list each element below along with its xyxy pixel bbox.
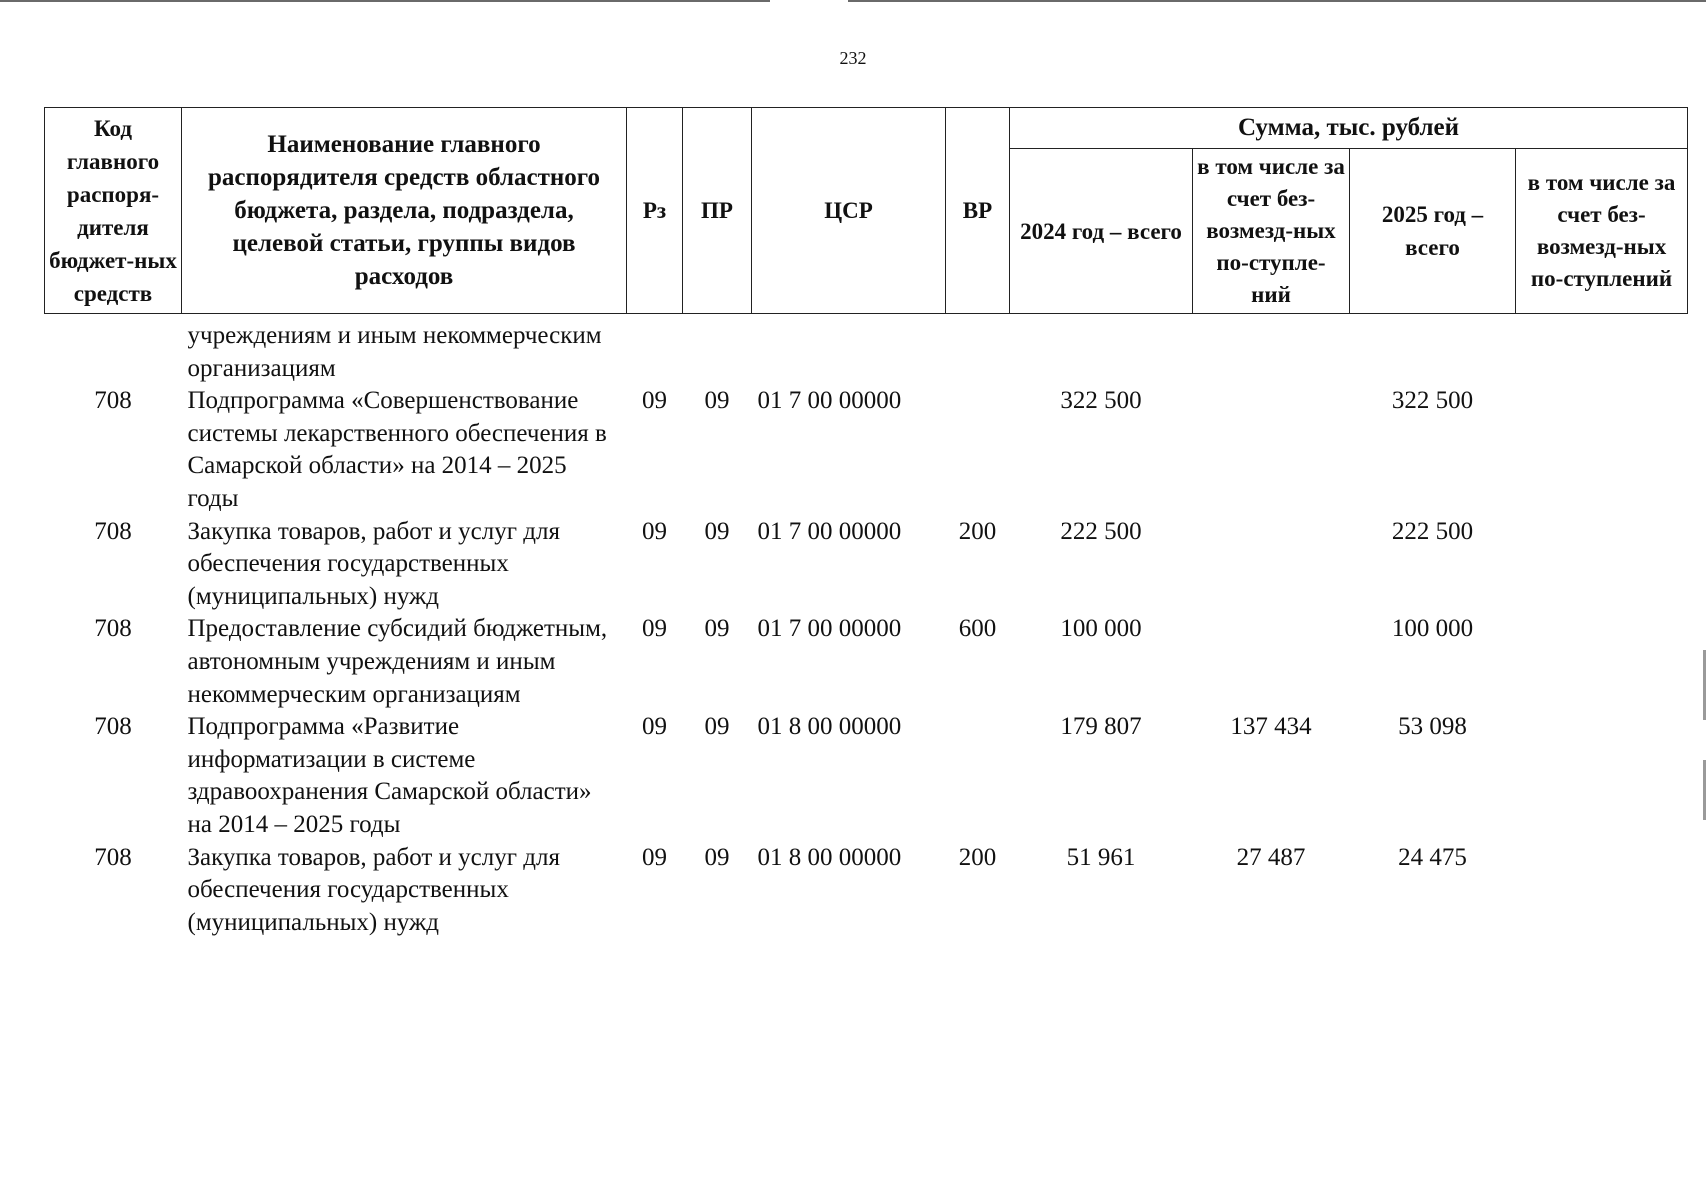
table-row	[45, 385, 1688, 515]
cell-csr: 01 7 00 00000	[757, 615, 902, 643]
cell-2025-total: 322 500	[1391, 387, 1474, 415]
cell-2025-free	[1516, 314, 1688, 386]
cell-vr: 200	[958, 517, 997, 545]
top-scan-rule-right	[848, 0, 1706, 2]
cell-2024-free: 137 434	[1230, 713, 1312, 741]
cell-csr: 01 8 00 00000	[757, 843, 902, 871]
table-row	[45, 314, 1688, 386]
cell-code: 708	[94, 387, 132, 415]
header-rz: Рз	[627, 108, 683, 314]
cell-code: 708	[94, 713, 132, 741]
cell-code: 708	[94, 615, 132, 643]
cell-2024-free	[1193, 613, 1350, 711]
cell-rz: 09	[642, 387, 667, 415]
cell-2025-total: 222 500	[1391, 517, 1474, 545]
cell-rz: 09	[642, 713, 667, 741]
cell-2025-free	[1516, 842, 1688, 940]
cell-vr	[946, 314, 1010, 386]
cell-2025-total	[1350, 314, 1516, 386]
cell-name: Подпрограмма «Совершенствование системы лекарственного обеспечения в Самарской области» на 2014 – 2025 годы	[187, 387, 607, 512]
header-sum-group: Сумма, тыс. рублей	[1010, 108, 1688, 149]
cell-2025-free	[1516, 711, 1688, 841]
cell-code: 708	[94, 843, 132, 871]
header-2025-total: 2025 год – всего	[1350, 149, 1516, 314]
cell-2025-total: 100 000	[1391, 615, 1474, 643]
cell-2025-total: 53 098	[1398, 713, 1467, 741]
cell-2024-total: 179 807	[1060, 713, 1142, 741]
header-2025-free: в том числе за счет без-возмезд-ных по-ступлений	[1516, 149, 1688, 314]
cell-2025-free	[1516, 613, 1688, 711]
table-body	[45, 314, 1688, 940]
table-row	[45, 516, 1688, 614]
table-header	[45, 108, 1688, 314]
cell-name: Предоставление субсидий бюджетным, автономным учреждениям и иным некоммерческим организациям	[187, 615, 608, 708]
cell-pr: 09	[704, 843, 730, 871]
cell-2024-free	[1193, 385, 1350, 515]
cell-name: Закупка товаров, работ и услуг для обеспечения государственных (муниципальных) нужд	[187, 517, 560, 610]
cell-rz: 09	[642, 517, 667, 545]
header-2024-free: в том числе за счет без-возмезд-ных по-ступле-ний	[1193, 149, 1350, 314]
header-vr: ВР	[946, 108, 1010, 314]
header-code: Код главного распоря-дителя бюджет-ных средств	[45, 108, 182, 314]
cell-name: учреждениям и иным некоммерческим организациям	[187, 322, 602, 382]
top-scan-rule-left	[0, 0, 770, 2]
cell-csr: 01 8 00 00000	[757, 713, 902, 741]
cell-2025-free	[1516, 516, 1688, 614]
cell-vr: 200	[958, 843, 997, 871]
cell-vr: 600	[958, 615, 997, 643]
cell-rz	[627, 314, 683, 386]
cell-csr: 01 7 00 00000	[757, 387, 902, 415]
cell-pr	[683, 314, 752, 386]
cell-rz: 09	[642, 843, 667, 871]
cell-2024-total: 100 000	[1060, 615, 1142, 643]
cell-vr	[946, 385, 1010, 515]
cell-2024-total: 222 500	[1060, 517, 1142, 545]
cell-2025-total: 24 475	[1398, 843, 1467, 871]
cell-code: 708	[94, 517, 132, 545]
cell-pr: 09	[704, 517, 730, 545]
cell-code	[45, 314, 182, 386]
cell-vr	[946, 711, 1010, 841]
cell-2024-free	[1193, 314, 1350, 386]
budget-table	[44, 107, 1688, 939]
header-name: Наименование главного распорядителя средств областного бюджета, раздела, подраздела, целевой статьи, группы видов расходов	[182, 108, 627, 314]
cell-2024-free	[1193, 516, 1350, 614]
table-row	[45, 842, 1688, 940]
cell-name: Подпрограмма «Развитие информатизации в системе здравоохранения Самарской области» на 2014 – 2025 годы	[187, 713, 592, 838]
cell-rz: 09	[642, 615, 667, 643]
cell-2024-total: 322 500	[1060, 387, 1142, 415]
page-number: 232	[839, 48, 867, 68]
header-pr: ПР	[683, 108, 752, 314]
cell-2024-total	[1010, 314, 1193, 386]
cell-name: Закупка товаров, работ и услуг для обеспечения государственных (муниципальных) нужд	[187, 843, 560, 936]
cell-2024-free: 27 487	[1236, 843, 1306, 871]
cell-2025-free	[1516, 385, 1688, 515]
cell-pr: 09	[704, 713, 730, 741]
header-2024-total: 2024 год – всего	[1010, 149, 1193, 314]
table-row	[45, 613, 1688, 711]
cell-csr: 01 7 00 00000	[757, 517, 902, 545]
header-csr: ЦСР	[752, 108, 946, 314]
cell-csr	[752, 314, 946, 386]
cell-pr: 09	[704, 615, 730, 643]
cell-pr: 09	[704, 387, 730, 415]
cell-2024-total: 51 961	[1066, 843, 1136, 871]
table-row	[45, 711, 1688, 841]
